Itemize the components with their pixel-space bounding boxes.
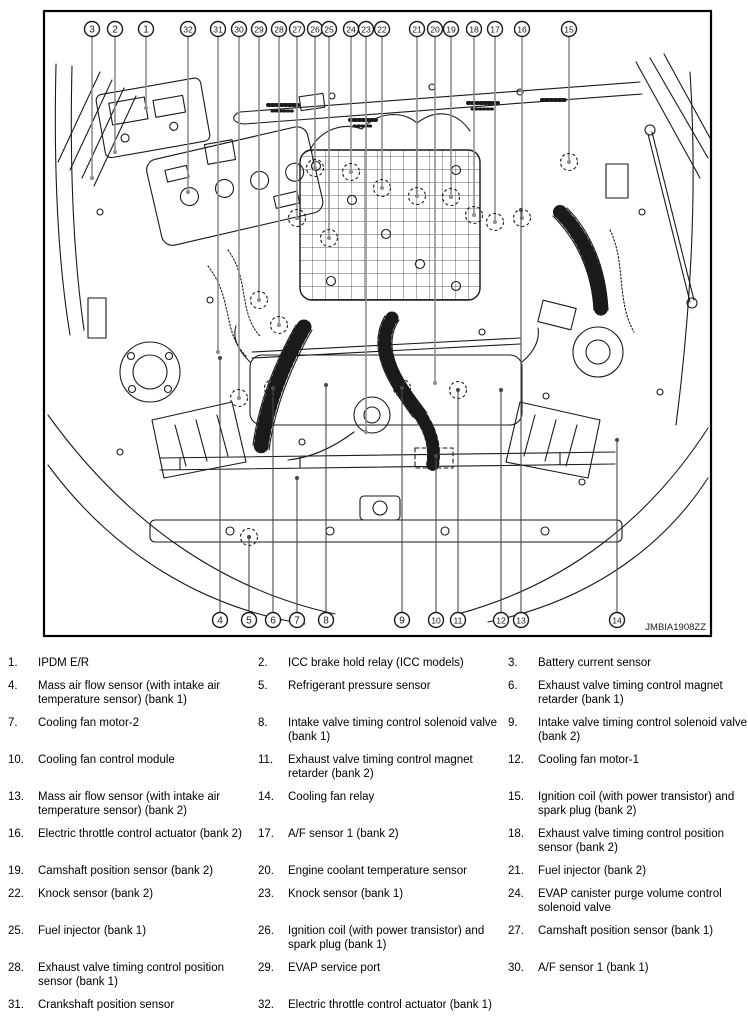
- leader-dot: [313, 166, 317, 170]
- callout-number: 5: [246, 615, 252, 627]
- legend-item-24: [508, 887, 748, 915]
- legend-item-number: 19.: [8, 865, 24, 877]
- leader-dot: [295, 476, 299, 480]
- legend-item-17: [258, 827, 508, 855]
- legend-item-15: [508, 790, 748, 818]
- leader-dot: [327, 236, 331, 240]
- legend-item-number: 24.: [508, 888, 524, 900]
- legend-item-text: Knock sensor (bank 1): [288, 888, 404, 900]
- legend-item-21: [508, 864, 748, 878]
- callout-number: 4: [217, 615, 223, 627]
- legend-item-number: 22.: [8, 888, 24, 900]
- leader-dot: [364, 430, 368, 434]
- callout-number: 29: [254, 24, 264, 35]
- callout-number: 8: [323, 615, 329, 627]
- legend-item-text: Fuel injector (bank 2): [538, 865, 647, 877]
- legend-item-text: EVAP canister purge volume control solenoid valve: [538, 888, 722, 914]
- leader-dot: [567, 160, 571, 164]
- legend-item-30: [508, 961, 748, 989]
- legend-item-text: A/F sensor 1 (bank 1): [538, 962, 649, 974]
- legend-item-2: [258, 656, 508, 670]
- callout-number: 22: [377, 24, 387, 35]
- leader-dot: [433, 381, 437, 385]
- leader-dot: [237, 396, 241, 400]
- figure-code: JMBIA1908ZZ: [645, 622, 706, 633]
- legend-item-number: 8.: [258, 717, 268, 729]
- legend-item-text: Cooling fan motor-1: [538, 754, 639, 766]
- legend-item-3: [508, 656, 748, 670]
- legend-item-1: [8, 656, 258, 670]
- callout-number: 14: [612, 615, 622, 626]
- leader-dot: [400, 386, 404, 390]
- legend-item-13: [8, 790, 258, 818]
- legend-item-number: 30.: [508, 962, 524, 974]
- leader-dot: [472, 213, 476, 217]
- callout-number: 15: [564, 24, 574, 35]
- leader-dot: [216, 350, 220, 354]
- legend-item-text: Intake valve timing control solenoid valve (bank 1): [288, 717, 498, 743]
- legend-item-number: 2.: [258, 657, 268, 669]
- callout-number: 16: [517, 24, 527, 35]
- legend-item-number: 11.: [258, 754, 274, 766]
- legend-item-number: 4.: [8, 680, 18, 692]
- leader-dot: [415, 194, 419, 198]
- legend-item-9: [508, 716, 748, 744]
- legend-item-number: 6.: [508, 680, 518, 692]
- legend-item-text: EVAP service port: [288, 962, 381, 974]
- callout-number: 32: [183, 24, 193, 35]
- callout-number: 31: [213, 24, 223, 35]
- callout-number: 3: [89, 24, 95, 36]
- leader-dot: [247, 535, 251, 539]
- leader-dot: [144, 106, 148, 110]
- legend-item-text: Knock sensor (bank 2): [38, 888, 154, 900]
- legend-item-text: Cooling fan relay: [288, 791, 375, 803]
- legend-item-27: [508, 924, 748, 952]
- leader-dot: [271, 386, 275, 390]
- leader-dot: [456, 388, 460, 392]
- legend-item-text: Ignition coil (with power transistor) and spark plug (bank 2): [538, 791, 735, 817]
- leader-dot: [186, 190, 190, 194]
- leader-dot: [277, 323, 281, 327]
- legend-item-number: 17.: [258, 828, 274, 840]
- leader-dot: [295, 216, 299, 220]
- callout-number: 27: [292, 24, 302, 35]
- legend-item-text: IPDM E/R: [38, 657, 90, 669]
- legend-item-number: 29.: [258, 962, 274, 974]
- legend-item-22: [8, 887, 258, 915]
- legend-item-number: 9.: [508, 717, 518, 729]
- callout-number: 30: [234, 24, 244, 35]
- legend-item-19: [8, 864, 258, 878]
- legend-item-number: 7.: [8, 717, 18, 729]
- legend-item-number: 12.: [508, 754, 524, 766]
- legend-item-number: 3.: [508, 657, 518, 669]
- legend-item-text: Exhaust valve timing control magnet retarder (bank 1): [538, 680, 723, 706]
- callout-number: 25: [324, 24, 334, 35]
- callout-number: 9: [399, 615, 405, 627]
- callout-number: 10: [431, 615, 441, 626]
- legend-item-number: 16.: [8, 828, 24, 840]
- legend-item-text: Cooling fan control module: [38, 754, 175, 766]
- legend-item-number: 5.: [258, 680, 268, 692]
- callout-number: 1: [143, 24, 149, 36]
- legend-item-text: Battery current sensor: [538, 657, 652, 669]
- legend-item-8: [258, 716, 508, 744]
- legend-item-16: [8, 827, 258, 855]
- legend-item-25: [8, 924, 258, 952]
- legend-item-text: Fuel injector (bank 1): [38, 925, 147, 937]
- legend-item-11: [258, 753, 508, 781]
- callout-number: 13: [516, 615, 526, 626]
- callout-number: 12: [496, 615, 506, 626]
- legend-item-number: 13.: [8, 791, 24, 803]
- legend-item-number: 23.: [258, 888, 274, 900]
- callout-number: 24: [346, 24, 356, 35]
- legend-item-20: [258, 864, 508, 878]
- leader-dot: [257, 298, 261, 302]
- legend-item-number: 21.: [508, 865, 524, 877]
- legend-item-26: [258, 924, 508, 952]
- leader-dot: [493, 220, 497, 224]
- leader-dot: [380, 186, 384, 190]
- legend-item-text: Electric throttle control actuator (bank 2): [38, 828, 242, 840]
- legend-item-31: [8, 998, 258, 1012]
- callout-number: 20: [430, 24, 440, 35]
- legend-item-10: [8, 753, 258, 781]
- callout-number: 23: [361, 24, 371, 35]
- legend-item-number: 1.: [8, 657, 18, 669]
- callout-number: 2: [112, 24, 118, 36]
- legend-item-text: Engine coolant temperature sensor: [288, 865, 467, 877]
- legend-item-18: [508, 827, 748, 855]
- legend-item-text: Crankshaft position sensor: [38, 999, 175, 1011]
- legend-item-28: [8, 961, 258, 989]
- legend-item-6: [508, 679, 748, 707]
- legend-item-text: Exhaust valve timing control position sensor (bank 2): [538, 828, 725, 854]
- legend-item-number: 27.: [508, 925, 524, 937]
- legend-item-7: [8, 716, 258, 744]
- legend-item-text: Intake valve timing control solenoid valve (bank 2): [538, 717, 748, 743]
- callout-number: 21: [412, 24, 422, 35]
- legend-item-number: 10.: [8, 754, 24, 766]
- callout-number: 17: [490, 24, 500, 35]
- legend-item-text: Mass air flow sensor (with intake air temperature sensor) (bank 1): [38, 680, 221, 706]
- legend-item-number: 26.: [258, 925, 274, 937]
- legend-item-text: Ignition coil (with power transistor) and spark plug (bank 1): [288, 925, 485, 951]
- callout-number: 11: [453, 615, 463, 626]
- callout-number: 7: [294, 615, 300, 627]
- leader-dot: [113, 150, 117, 154]
- legend-item-number: 20.: [258, 865, 274, 877]
- legend-item-text: Camshaft position sensor (bank 2): [38, 865, 214, 877]
- legend-item-23: [258, 887, 508, 915]
- legend-item-number: 28.: [8, 962, 24, 974]
- legend-item-5: [258, 679, 508, 707]
- callout-number: 26: [310, 24, 320, 35]
- legend-item-number: 18.: [508, 828, 524, 840]
- legend-item-text: Refrigerant pressure sensor: [288, 680, 431, 692]
- callout-number: 18: [469, 24, 479, 35]
- legend-item-text: A/F sensor 1 (bank 2): [288, 828, 399, 840]
- intake-manifold: [300, 150, 480, 300]
- callout-number: 6: [270, 615, 276, 627]
- leader-dot: [499, 388, 503, 392]
- legend-item-29: [258, 961, 508, 989]
- callout-number: 28: [274, 24, 284, 35]
- legend-item-number: 15.: [508, 791, 524, 803]
- leader-dot: [615, 438, 619, 442]
- legend-item-text: Mass air flow sensor (with intake air temperature sensor) (bank 2): [38, 791, 221, 817]
- legend-item-12: [508, 753, 748, 781]
- leader-dot: [434, 454, 438, 458]
- callout-number: 19: [446, 24, 456, 35]
- legend-item-text: Camshaft position sensor (bank 1): [538, 925, 714, 937]
- leader-dot: [349, 170, 353, 174]
- legend-item-4: [8, 679, 258, 707]
- legend: [0, 650, 748, 1012]
- leader-dot: [90, 176, 94, 180]
- leader-dot: [519, 208, 523, 212]
- leader-dot: [324, 383, 328, 387]
- legend-item-text: Exhaust valve timing control position sensor (bank 1): [38, 962, 225, 988]
- legend-item-number: 31.: [8, 999, 24, 1011]
- legend-item-14: [258, 790, 508, 818]
- leader-dot: [449, 195, 453, 199]
- legend-item-text: Electric throttle control actuator (bank 1): [288, 999, 492, 1011]
- legend-item-text: Cooling fan motor-2: [38, 717, 139, 729]
- legend-item-text: ICC brake hold relay (ICC models): [288, 657, 464, 669]
- legend-item-number: 32.: [258, 999, 274, 1011]
- legend-item-text: Exhaust valve timing control magnet retarder (bank 2): [288, 754, 473, 780]
- legend-item-32: [258, 998, 508, 1012]
- leader-dot: [218, 356, 222, 360]
- legend-item-number: 14.: [258, 791, 274, 803]
- legend-item-number: 25.: [8, 925, 24, 937]
